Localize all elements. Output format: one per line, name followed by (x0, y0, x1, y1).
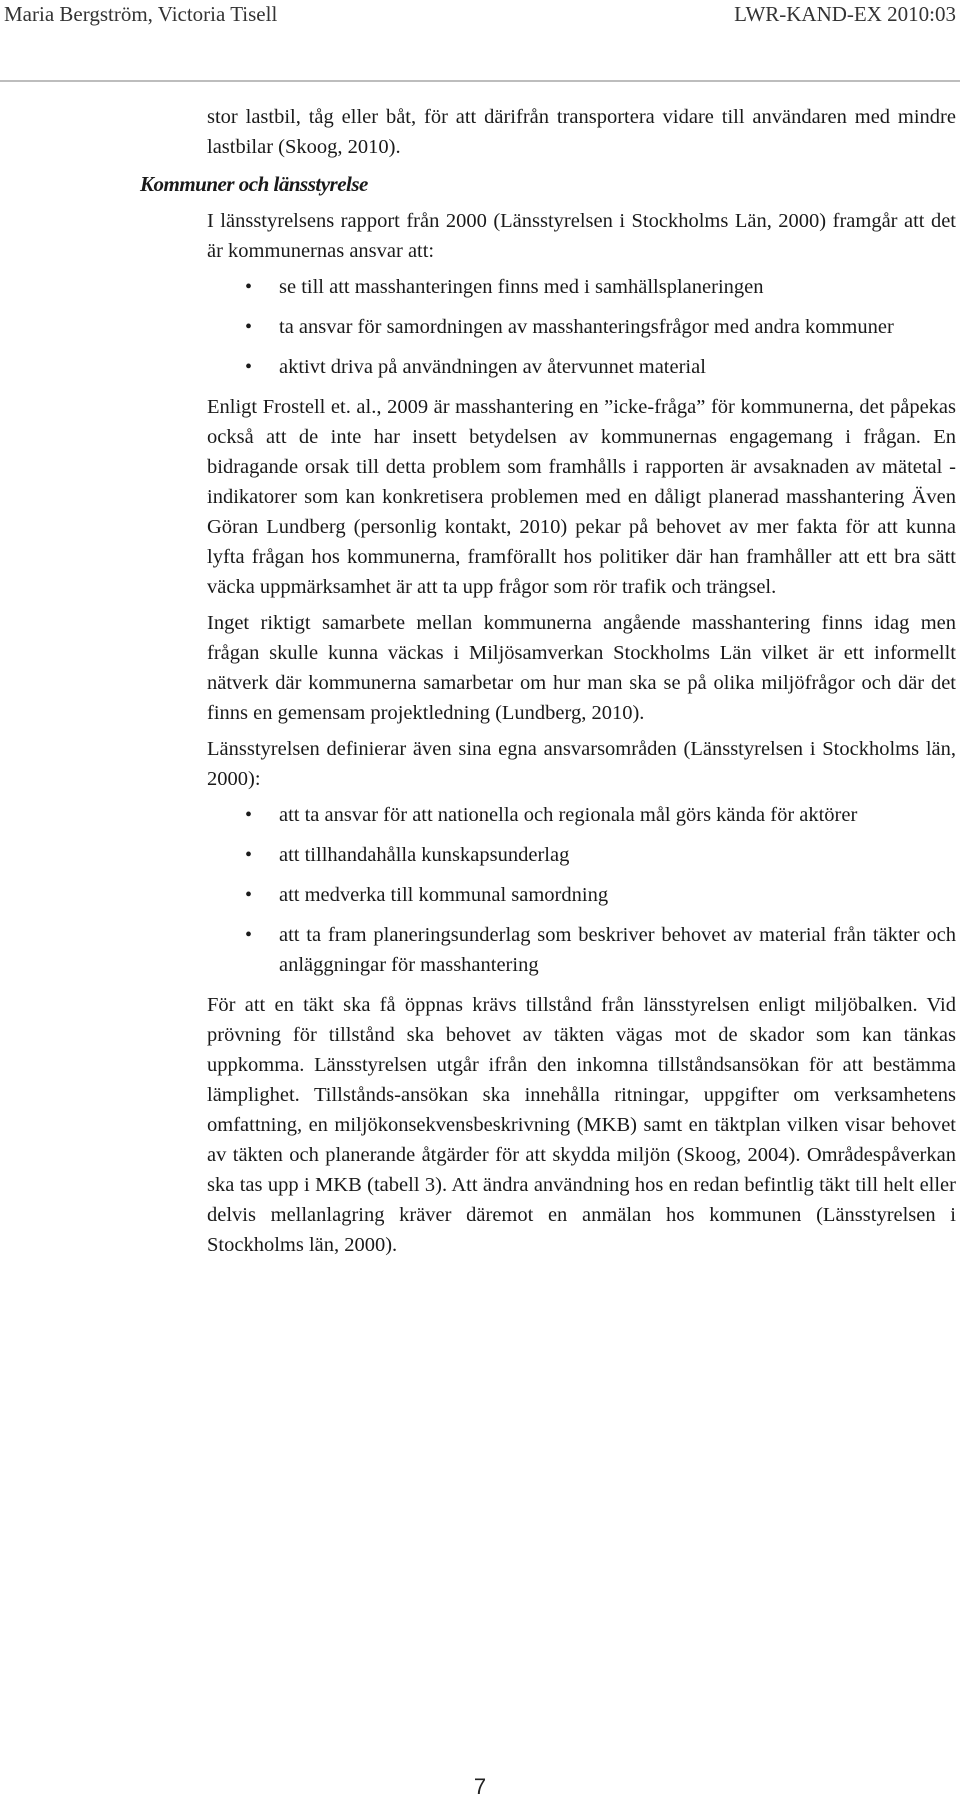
bullet-icon: • (245, 316, 253, 338)
list-item (207, 840, 956, 870)
paragraph-4: Länsstyrelsen definierar även sina egna ansvarsområden (Länsstyrelsen i Stockholms län, 2000): (207, 738, 956, 790)
paragraph-3: Inget riktigt samarbete mellan kommunerna angående masshantering finns idag men frågan skulle kunna väckas i Miljösamverkan Stockholms Län vilket är ett informellt nätverk där kommunerna samarbetar om hur man ska se på olika miljöfrågor och där det finns en gemensam projektledning (Lundberg, 2010). (207, 612, 956, 724)
header-report-id: LWR-KAND-EX 2010:03 (734, 2, 956, 26)
list-item (207, 272, 956, 302)
page-number: 7 (473, 1774, 487, 1799)
list-item-text: att tillhandahålla kunskapsunderlag (279, 844, 570, 866)
list-item (207, 800, 956, 830)
list-item-text: ta ansvar för samordningen av masshanteringsfrågor med andra kommuner (279, 316, 894, 338)
paragraph-2: Enligt Frostell et. al., 2009 är masshantering en ”icke-fråga” för kommunerna, det påpekas också att de inte har insett betydelsen av kommunernas engagemang i frågan. En bidragande orsak till detta problem som framhålls i rapporten är avsaknaden av mätetal - indikatorer som kan konkretisera problemen med en dåligt planerad masshantering Även Göran Lundberg (personlig kontakt, 2010) pekar på behovet av mer fakta för att kunna lyfta frågan hos kommunerna, framförallt hos politiker där han framhåller att ett bra sätt väcka uppmärksamhet är att ta upp frågor som rör trafik och trängsel. (207, 396, 956, 598)
bullet-icon: • (245, 884, 253, 906)
page-header (0, 0, 960, 86)
county-responsibilities-list (207, 800, 956, 980)
bullet-icon: • (245, 844, 253, 866)
section-heading: Kommuner och länsstyrelse (140, 172, 368, 196)
header-authors: Maria Bergström, Victoria Tisell (4, 2, 278, 26)
bullet-icon: • (245, 276, 253, 298)
document-body (207, 102, 956, 1266)
municipal-responsibilities-list (207, 272, 956, 382)
paragraph-1: I länsstyrelsens rapport från 2000 (Länsstyrelsen i Stockholms Län, 2000) framgår att det är kommunernas ansvar att: (207, 210, 956, 262)
list-item (207, 352, 956, 382)
header-rule (0, 80, 960, 82)
list-item-text: aktivt driva på användningen av återvunnet material (279, 356, 706, 378)
list-item-text: att medverka till kommunal samordning (279, 884, 609, 906)
list-item (207, 880, 956, 910)
intro-paragraph: stor lastbil, tåg eller båt, för att därifrån transportera vidare till användaren med mindre lastbilar (Skoog, 2010). (207, 106, 956, 158)
bullet-icon: • (245, 924, 253, 946)
bullet-icon: • (245, 356, 253, 378)
list-item-text: att ta ansvar för att nationella och regionala mål görs kända för aktörer (279, 804, 858, 826)
list-item (207, 312, 956, 342)
paragraph-5: För att en täkt ska få öppnas krävs tillstånd från länsstyrelsen enligt miljöbalken. Vid prövning för tillstånd ska behovet av täkten vägas mot de skador som kan tänkas uppkomma. Länsstyrelsen utgår ifrån den inkomna tillståndsansökan för att bestämma lämplighet. Tillstånds-ansökan ska innehålla ritningar, uppgifter om verksamhetens omfattning, en miljökonsekvensbeskrivning (MKB) samt en täktplan vilken visar behovet av täkten och planerande åtgärder för att skydda miljön (Skoog, 2004). Områdespåverkan ska tas upp i MKB (tabell 3). Att ändra användning hos en redan befintlig täkt till helt eller delvis mellanlagring kräver däremot en anmälan hos kommunen (Länsstyrelsen i Stockholms län, 2000). (207, 994, 956, 1256)
list-item (207, 920, 956, 980)
list-item-text: att ta fram planeringsunderlag som beskriver behovet av material från täkter och anläggningar för masshantering (279, 924, 956, 976)
bullet-icon: • (245, 804, 253, 826)
list-item-text: se till att masshanteringen finns med i samhällsplaneringen (279, 276, 764, 298)
